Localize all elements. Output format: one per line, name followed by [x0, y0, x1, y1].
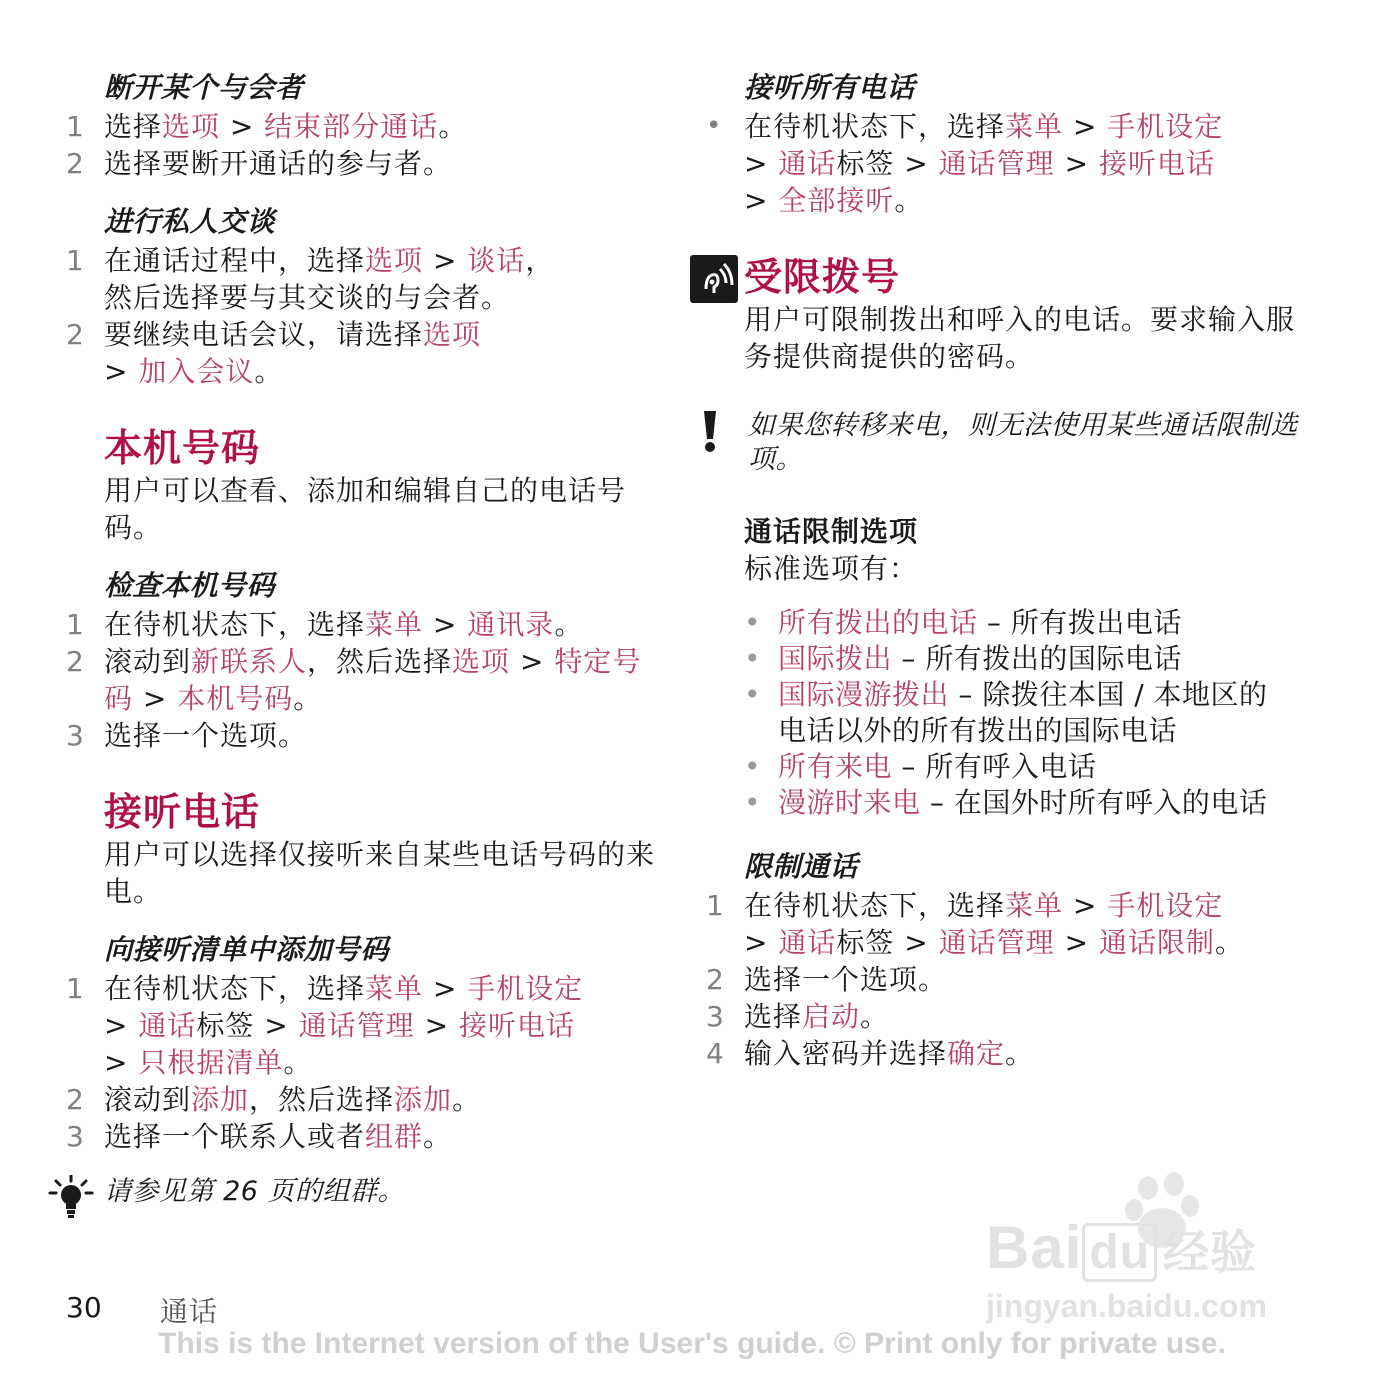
private-steps [66, 242, 666, 390]
separator: > [414, 1009, 459, 1042]
menu-link: 接听电话 [458, 1009, 575, 1042]
menu-link: 菜单 [365, 972, 424, 1005]
step-text [744, 108, 1326, 219]
text: 。 [894, 184, 924, 217]
step [66, 145, 666, 182]
tip-text: 请参见第 26 页的组群。 [104, 1176, 406, 1207]
option-link: 国际拨出 [778, 642, 893, 675]
step [66, 643, 666, 717]
option-link: 所有拨出的电话 [778, 606, 978, 639]
menu-link: 菜单 [1005, 110, 1064, 143]
step [66, 1081, 666, 1118]
separator: > [894, 147, 939, 180]
exclamation-icon [696, 409, 748, 459]
menu-link: 本机号码 [177, 682, 294, 715]
tip-note [46, 1175, 666, 1223]
separator: > [744, 184, 779, 217]
text: 滚动到 [104, 645, 192, 678]
separator: > [423, 608, 468, 641]
step [66, 316, 666, 390]
bullet: • [744, 678, 762, 711]
menu-link: 只根据清单 [138, 1046, 284, 1079]
step-number: 1 [66, 608, 85, 641]
option-text [778, 677, 1288, 749]
subheading-answer-all: 接听所有电话 [744, 71, 916, 104]
heading-restricted-dialing: 受限拨号 [744, 255, 901, 299]
text: ，然后选择 [249, 1083, 395, 1116]
text: 输入密码并选择 [744, 1037, 948, 1070]
list-item [706, 108, 1326, 219]
separator: > [1054, 926, 1099, 959]
menu-link: 选项 [452, 645, 511, 678]
separator: > [104, 355, 139, 388]
text: 要继续电话会议，请选择 [104, 318, 424, 351]
heading-answer-calls: 接听电话 [104, 790, 261, 834]
step-text [104, 643, 666, 717]
right-column [706, 70, 1326, 1072]
step [706, 1035, 1326, 1072]
separator: > [1054, 147, 1099, 180]
bullet: • [744, 750, 762, 783]
menu-link: 组群 [365, 1120, 424, 1153]
answer-all-list [706, 108, 1326, 219]
text: ，然后选择 [307, 645, 453, 678]
text: 在通话过程中，选择 [104, 244, 366, 277]
separator: > [744, 926, 779, 959]
watermark-url: jingyan.baidu.com [986, 1288, 1267, 1324]
option-description: – 所有拨出的国际电话 [892, 642, 1182, 675]
warning-text: 如果您转移来电，则无法使用某些通话限制选项。 [748, 410, 1298, 475]
bullet: • [744, 642, 762, 675]
bullet: • [706, 111, 723, 141]
step-number: 2 [706, 963, 725, 996]
left-column [66, 70, 666, 1223]
step [66, 717, 666, 754]
step-number: 1 [66, 244, 85, 277]
step-number: 1 [66, 972, 85, 1005]
step-text: 选择一个选项。 [104, 719, 308, 752]
separator: > [744, 147, 779, 180]
option-text [778, 749, 1326, 785]
option-link: 国际漫游拨出 [778, 678, 950, 711]
menu-link: 通话 [778, 147, 837, 180]
subheading-check-number: 检查本机号码 [104, 569, 276, 602]
text: 标签 [836, 147, 895, 180]
text: 。 [860, 1000, 890, 1033]
menu-link: 添加 [191, 1083, 250, 1116]
check-number-steps [66, 606, 666, 754]
menu-link: 菜单 [365, 608, 424, 641]
step-number: 2 [66, 147, 85, 180]
watermark-du: du [1082, 1223, 1157, 1282]
text: 在待机状态下，选择 [104, 608, 366, 641]
menu-link: 新联系人 [191, 645, 308, 678]
baidu-watermark [972, 1170, 1312, 1330]
section-name: 通话 [160, 1295, 219, 1328]
menu-link: 通话管理 [938, 926, 1055, 959]
separator: > [894, 926, 939, 959]
list-item [744, 641, 1326, 677]
footer-disclaimer: This is the Internet version of the User's guide. © Print only for private use. [158, 1327, 1226, 1360]
menu-link: 选项 [162, 110, 221, 143]
step-number: 2 [66, 645, 85, 678]
menu-link: 菜单 [1005, 889, 1064, 922]
option-link: 所有来电 [778, 750, 893, 783]
option-text [778, 785, 1268, 821]
separator: > [1063, 889, 1108, 922]
step-text [104, 316, 666, 390]
disconnect-steps [66, 108, 666, 182]
menu-link: 谈话 [467, 244, 526, 277]
watermark-brand: Bai [986, 1214, 1083, 1281]
text: 选择 [744, 1000, 803, 1033]
step [66, 108, 666, 145]
menu-link: 特定号码 [104, 645, 642, 715]
restrict-calls-steps [706, 887, 1326, 1072]
menu-link: 启动 [802, 1000, 861, 1033]
step-text: 选择一个选项。 [744, 963, 948, 996]
menu-link: 通话 [138, 1009, 197, 1042]
restricted-description: 用户可限制拨出和呼入的电话。要求输入服务提供商提供的密码。 [744, 303, 1296, 373]
step [66, 242, 666, 316]
text: ， [525, 244, 555, 277]
menu-link: 手机设定 [1107, 889, 1224, 922]
separator: > [423, 244, 468, 277]
text: 选择一个联系人或者 [104, 1120, 366, 1153]
subheading-disconnect: 断开某个与会者 [104, 71, 304, 104]
bullet: • [744, 786, 762, 819]
menu-link: 接听电话 [1098, 147, 1215, 180]
step [706, 961, 1326, 998]
page-number: 30 [66, 1291, 102, 1324]
step-text [104, 970, 666, 1081]
step-text [104, 1081, 666, 1118]
menu-link: 确定 [947, 1037, 1006, 1070]
text: 标签 [836, 926, 895, 959]
text: 在待机状态下，选择 [104, 972, 366, 1005]
step-number: 3 [66, 1120, 85, 1153]
separator: > [510, 645, 555, 678]
separator: > [423, 972, 468, 1005]
menu-link: 通话 [778, 926, 837, 959]
list-item [744, 605, 1326, 641]
accept-list-steps [66, 970, 666, 1155]
step-number: 2 [66, 318, 85, 351]
menu-link: 通话限制 [1098, 926, 1215, 959]
text: 滚动到 [104, 1083, 192, 1116]
text: 。 [254, 355, 284, 388]
step [706, 998, 1326, 1035]
step [66, 1118, 666, 1155]
menu-link: 通话管理 [938, 147, 1055, 180]
step-text [104, 242, 666, 316]
step [66, 606, 666, 643]
text: 。 [452, 1083, 482, 1116]
option-description: – 除拨往本国 / 本地区的电话以外的所有拨出的国际电话 [778, 678, 1268, 747]
step-text [104, 606, 666, 643]
menu-link: 通讯录 [467, 608, 555, 641]
option-text [778, 641, 1326, 677]
separator: > [104, 1009, 139, 1042]
menu-link: 通话管理 [298, 1009, 415, 1042]
options-intro: 标准选项有： [744, 552, 919, 585]
text: 。 [438, 110, 468, 143]
option-description: – 在国外时所有呼入的电话 [920, 786, 1268, 819]
step-number: 3 [66, 719, 85, 752]
text: 然后选择要与其交谈的与会者。 [104, 281, 511, 314]
option-description: – 所有呼入电话 [892, 750, 1097, 783]
menu-link: 全部接听 [778, 184, 895, 217]
menu-link: 添加 [394, 1083, 453, 1116]
text: 。 [293, 682, 323, 715]
text: 。 [1005, 1037, 1035, 1070]
step-number: 3 [706, 1000, 725, 1033]
separator: > [133, 682, 178, 715]
list-item [744, 749, 1326, 785]
text: 。 [283, 1046, 313, 1079]
text: 在待机状态下，选择 [744, 889, 1006, 922]
separator: > [1063, 110, 1108, 143]
restriction-options-list [706, 605, 1326, 821]
separator: > [220, 110, 265, 143]
menu-link: 选项 [423, 318, 482, 351]
text: 。 [1214, 926, 1244, 959]
step-text [744, 1035, 1326, 1072]
option-text [778, 605, 1326, 641]
step-number: 4 [706, 1037, 725, 1070]
subheading-restrict-calls: 限制通话 [744, 850, 859, 883]
option-link: 漫游时来电 [778, 786, 921, 819]
step-number: 2 [66, 1083, 85, 1116]
step [66, 970, 666, 1081]
answer-calls-description: 用户可以选择仅接听来自某些电话号码的来电。 [104, 838, 656, 908]
step-number: 1 [706, 889, 725, 922]
bullet: • [744, 606, 762, 639]
menu-link: 结束部分通话 [264, 110, 439, 143]
step [706, 887, 1326, 961]
menu-link: 选项 [365, 244, 424, 277]
heading-my-number: 本机号码 [104, 426, 261, 470]
warning-note [696, 409, 1326, 477]
text: 标签 [196, 1009, 255, 1042]
menu-link: 加入会议 [138, 355, 255, 388]
step-text [104, 108, 666, 145]
separator: > [104, 1046, 139, 1079]
restricted-heading-row [706, 253, 1326, 301]
text: 选择 [104, 110, 163, 143]
my-number-description: 用户可以查看、添加和编辑自己的电话号码。 [104, 474, 627, 544]
text: 。 [423, 1120, 453, 1153]
hearing-icon [690, 255, 738, 307]
watermark-cn: 经验 [1163, 1226, 1258, 1278]
step-text: 选择要断开通话的参与者。 [104, 147, 453, 180]
separator: > [254, 1009, 299, 1042]
text: 。 [554, 608, 584, 641]
text: 在待机状态下，选择 [744, 110, 1006, 143]
option-description: – 所有拨出电话 [977, 606, 1182, 639]
subheading-restriction-options: 通话限制选项 [744, 515, 919, 548]
subheading-private: 进行私人交谈 [104, 205, 276, 238]
lightbulb-icon [46, 1175, 104, 1223]
list-item [744, 677, 1326, 749]
list-item [744, 785, 1326, 821]
step-number: 1 [66, 110, 85, 143]
menu-link: 手机设定 [1107, 110, 1224, 143]
step-text [104, 1118, 666, 1155]
step-text [744, 887, 1326, 961]
subheading-add-to-accept-list: 向接听清单中添加号码 [104, 933, 390, 966]
menu-link: 手机设定 [467, 972, 584, 1005]
step-text [744, 998, 1326, 1035]
